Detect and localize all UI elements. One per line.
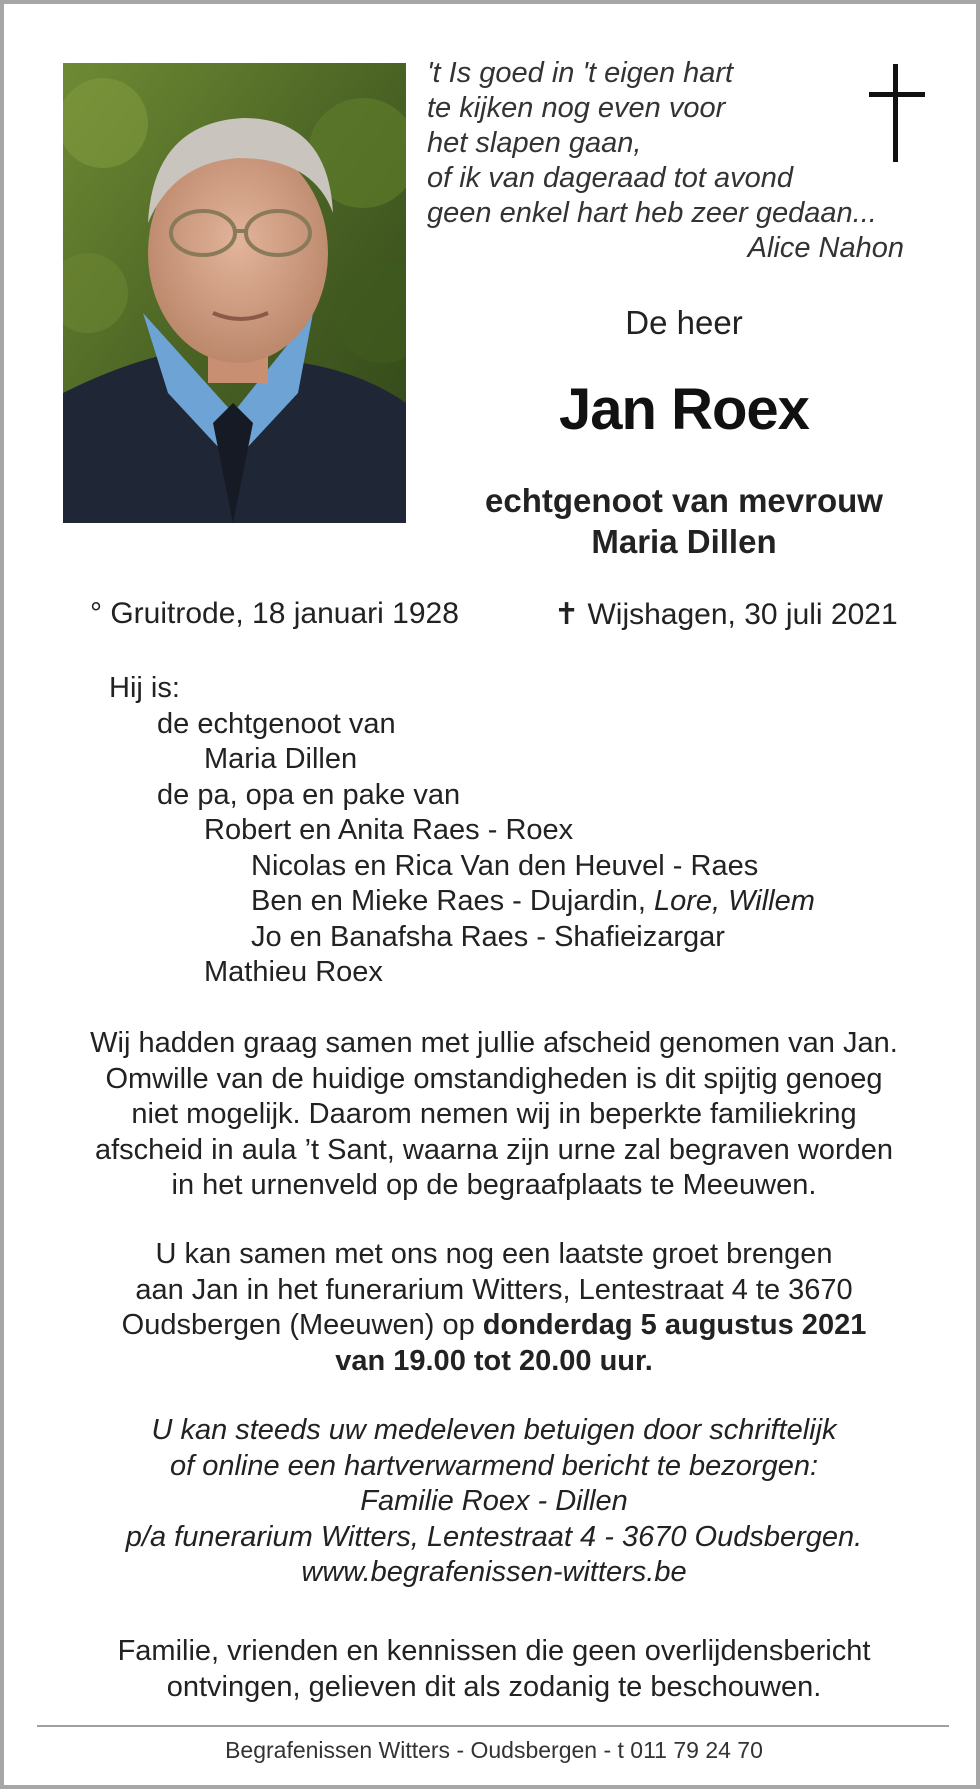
paragraph-line: Familie, vrienden en kennissen die geen overlijdensbericht (117, 1635, 871, 1667)
paragraph-line: Omwille van de huidige omstandigheden is dit spijtig genoeg (105, 1062, 883, 1095)
poem-line: of ik van dageraad tot avond (427, 162, 793, 194)
paragraph-line: Familie Roex - Dillen (360, 1485, 628, 1517)
notice-paragraph (34, 1634, 954, 1705)
family-label: de echtgenoot van (157, 707, 396, 740)
website-link[interactable]: www.begrafenissen-witters.be (301, 1556, 687, 1588)
portrait-image (63, 63, 406, 523)
family-list (109, 671, 815, 991)
poem-author: Alice Nahon (747, 232, 904, 264)
footer-credit: Begrafenissen Witters - Oudsbergen - t 011 79 24 70 (225, 1737, 763, 1763)
visitation-date: donderdag 5 augustus 2021 (482, 1309, 867, 1341)
family-member-name: Ben en Mieke Raes - Dujardin, (251, 885, 646, 917)
paragraph-line: aan Jan in het funerarium Witters, Lentestraat 4 te 3670 (135, 1273, 853, 1306)
latin-cross-icon (869, 64, 925, 164)
paragraph-line: U kan samen met ons nog een laatste groet brengen (155, 1238, 833, 1270)
poem-line: geen enkel hart heb zeer gedaan... (427, 197, 877, 229)
family-member: Nicolas en Rica Van den Heuvel - Raes (251, 849, 759, 882)
paragraph-line: in het urnenveld op de begraafplaats te Meeuwen. (171, 1169, 817, 1201)
family-member (109, 884, 815, 920)
poem-line: 't Is goed in 't eigen hart (427, 57, 734, 89)
spouse-name: Maria Dillen (591, 523, 777, 560)
deceased-name: Jan Roex (559, 377, 809, 442)
paragraph-line: p/a funerarium Witters, Lentestraat 4 - 3670 Oudsbergen. (125, 1520, 863, 1553)
family-member: Maria Dillen (204, 743, 358, 775)
birth-date: ° Gruitrode, 18 januari 1928 (90, 597, 459, 630)
visitation-paragraph (34, 1237, 954, 1379)
portrait-photo (63, 63, 406, 523)
paragraph-line: afscheid in aula ’t Sant, waarna zijn urne zal begraven worden (95, 1133, 893, 1166)
paragraph-line: of online een hartverwarmend bericht te bezorgen: (169, 1449, 819, 1482)
family-member: Mathieu Roex (204, 956, 383, 988)
divider (37, 1725, 949, 1727)
family-member: Robert en Anita Raes - Roex (204, 814, 574, 846)
paragraph-line: U kan steeds uw medeleven betuigen door schriftelijk (151, 1414, 837, 1446)
poem-line: het slapen gaan, (427, 127, 642, 159)
great-grandchildren: Lore, Willem (653, 885, 815, 917)
poem (427, 56, 907, 266)
poem-line: te kijken nog even voor (427, 92, 726, 124)
condolence-paragraph (34, 1413, 954, 1591)
visitation-time: van 19.00 tot 20.00 uur. (335, 1344, 653, 1377)
paragraph-line (34, 1308, 954, 1344)
deceased-title: De heer (625, 304, 743, 341)
paragraph-line (34, 1344, 954, 1380)
family-label: de pa, opa en pake van (157, 778, 461, 811)
spouse-line: echtgenoot van mevrouw (485, 482, 883, 519)
farewell-paragraph (34, 1026, 954, 1204)
spouse-info (406, 480, 962, 562)
visitation-place: Oudsbergen (Meeuwen) op (121, 1309, 475, 1341)
paragraph-line: niet mogelijk. Daarom nemen wij in beperkte familiekring (131, 1098, 857, 1130)
family-intro: Hij is: (109, 672, 180, 704)
paragraph-line: ontvingen, gelieven dit als zodanig te beschouwen. (166, 1670, 822, 1703)
death-date: ✝ Wijshagen, 30 juli 2021 (554, 598, 898, 631)
paragraph-line: Wij hadden graag samen met jullie afscheid genomen van Jan. (90, 1027, 898, 1059)
family-member: Jo en Banafsha Raes - Shafieizargar (251, 920, 725, 953)
